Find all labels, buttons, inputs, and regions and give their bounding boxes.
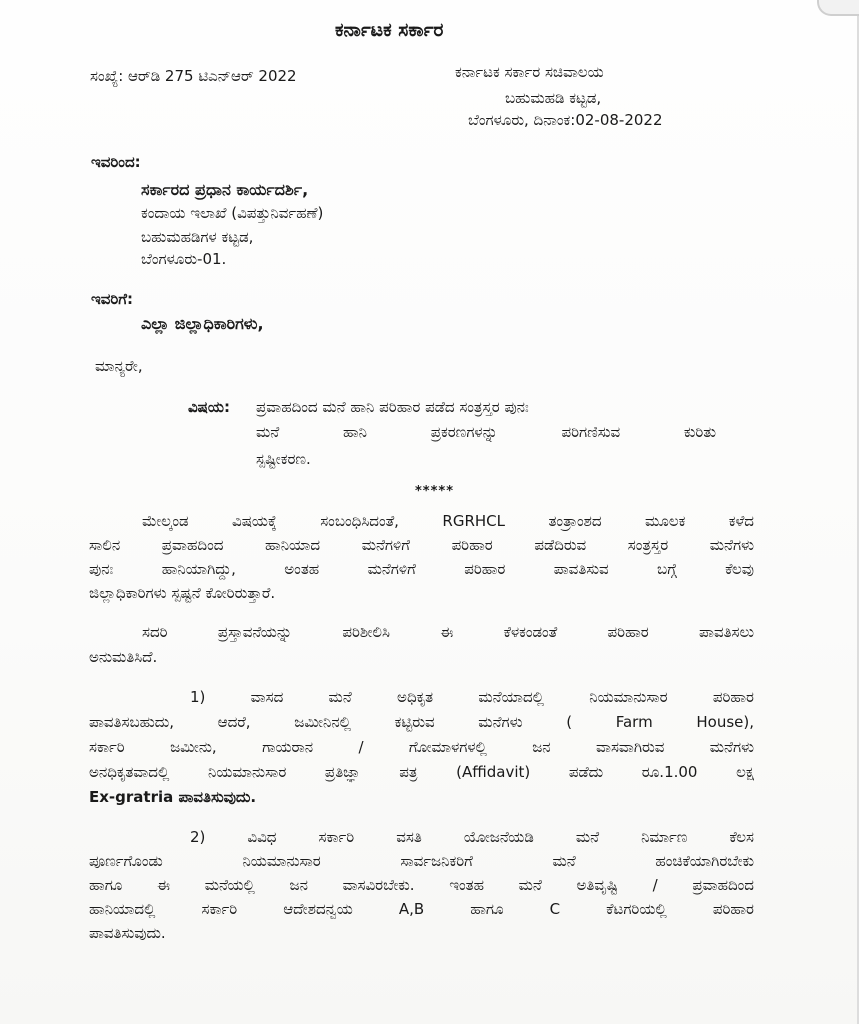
subject-label: ವಿಷಯ: <box>188 398 230 416</box>
paragraph-2-line: ಸದರಿ ಪ್ರಸ್ತಾವನೆಯನ್ನು ಪರಿಶೀಲಿಸಿ ಈ ಕೆಳಕಂಡಂತೆ ಪರಿಹಾರ ಪಾವತಿಸಲು <box>142 623 754 641</box>
paragraph-1-line: ಪುನಃ ಹಾನಿಯಾಗಿದ್ದು, ಅಂತಹ ಮನೆಗಳಿಗೆ ಪರಿಹಾರ ಪಾವತಿಸುವ ಬಗ್ಗೆ ಕೆಲವು <box>89 560 754 578</box>
clause-2-line: ಹಾಗೂ ಈ ಮನೆಯಲ್ಲಿ ಜನ ವಾಸವಿರಬೇಕು. ಇಂತಹ ಮನೆ ಅತಿವೃಷ್ಟಿ / ಪ್ರವಾಹದಿಂದ <box>89 876 754 894</box>
from-label: ಇವರಿಂದ: <box>91 153 141 171</box>
paragraph-1-line: ಜಿಲ್ಲಾಧಿಕಾರಿಗಳು ಸ್ಪಷ್ಟನೆ ಕೋರಿರುತ್ತಾರೆ. <box>89 584 276 602</box>
separator: ***** <box>415 484 454 499</box>
clause-1-line: ಅನಧಿಕೃತವಾದಲ್ಲಿ ನಿಯಮಾನುಸಾರ ಪ್ರತಿಜ್ಞಾ ಪತ್ರ (Affidavit) ಪಡೆದು ರೂ.1.00 ಲಕ್ಷ <box>89 763 754 781</box>
sender-designation: ಸರ್ಕಾರದ ಪ್ರಧಾನ ಕಾರ್ಯದರ್ಶಿ, <box>141 180 309 199</box>
page-corner-fold <box>817 0 859 16</box>
recipient: ಎಲ್ಲಾ ಜಿಲ್ಲಾಧಿಕಾರಿಗಳು, <box>141 314 264 333</box>
paragraph-2-line: ಅನುಮತಿಸಿದೆ. <box>89 648 158 666</box>
sender-department: ಕಂದಾಯ ಇಲಾಖೆ (ವಿಪತ್ತುನಿರ್ವಹಣೆ) <box>141 204 324 222</box>
clause-1-line: Ex-gratria ಪಾವತಿಸುವುದು. <box>89 788 257 806</box>
letterhead-title: ಕರ್ನಾಟಕ ಸರ್ಕಾರ <box>335 19 444 41</box>
clause-2-line: 2) ವಿವಿಧ ಸರ್ಕಾರಿ ವಸತಿ ಯೋಜನೆಯಡಿ ಮನೆ ನಿರ್ಮಾಣ ಕೆಲಸ <box>190 828 754 846</box>
office-address-line-2: ಬಹುಮಹಡಿ ಕಟ್ಟಡ, <box>505 89 602 107</box>
salutation: ಮಾನ್ಯರೇ, <box>95 357 143 375</box>
sender-building: ಬಹುಮಹಡಿಗಳ ಕಟ್ಟಡ, <box>141 228 254 246</box>
sender-city: ಬೆಂಗಳೂರು-01. <box>141 250 227 268</box>
subject-line-1: ಪ್ರವಾಹದಿಂದ ಮನೆ ಹಾನಿ ಪರಿಹಾರ ಪಡೆದ ಸಂತ್ರಸ್ತರ ಪುನಃ <box>256 398 529 416</box>
clause-2-line: ಪಾವತಿಸುವುದು. <box>89 924 166 942</box>
clause-1-line: ಪಾವತಿಸಬಹುದು, ಆದರೆ, ಜಮೀನಿನಲ್ಲಿ ಕಟ್ಟಿರುವ ಮನೆಗಳು ( Farm House), <box>89 713 754 731</box>
paragraph-1-line: ಮೇಲ್ಕಂಡ ವಿಷಯಕ್ಕೆ ಸಂಬಂಧಿಸಿದಂತೆ, RGRHCL ತಂತ್ರಾಂಶದ ಮೂಲಕ ಕಳೆದ <box>142 512 754 530</box>
subject-line-2: ಮನೆ ಹಾನಿ ಪ್ರಕರಣಗಳನ್ನು ಪರಿಗಣಿಸುವ ಕುರಿತು <box>256 423 716 441</box>
subject-line-3: ಸ್ಪಷ್ಟೀಕರಣ. <box>256 450 311 468</box>
reference-number: ಸಂಖ್ಯೆ: ಆರ್‌ಡಿ 275 ಟಿಎನ್‌ಆರ್ 2022 <box>90 67 297 85</box>
office-place-date: ಬೆಂಗಳೂರು, ದಿನಾಂಕ:02-08-2022 <box>468 111 663 129</box>
clause-2-line: ಪೂರ್ಣಗೊಂಡು ನಿಯಮಾನುಸಾರ ಸಾರ್ವಜನಿಕರಿಗೆ ಮನೆ ಹಂಚಿಕೆಯಾಗಿರಬೇಕು <box>89 852 754 870</box>
paragraph-1-line: ಸಾಲಿನ ಪ್ರವಾಹದಿಂದ ಹಾನಿಯಾದ ಮನೆಗಳಿಗೆ ಪರಿಹಾರ ಪಡೆದಿರುವ ಸಂತ್ರಸ್ತರ ಮನೆಗಳು <box>89 536 754 554</box>
to-label: ಇವರಿಗೆ: <box>91 290 134 308</box>
clause-1-line: ಸರ್ಕಾರಿ ಜಮೀನು, ಗಾಯರಾನ / ಗೋಮಾಳಗಳಲ್ಲಿ ಜನ ವಾಸವಾಗಿರುವ ಮನೆಗಳು <box>89 738 754 756</box>
clause-1-line: 1) ವಾಸದ ಮನೆ ಅಧಿಕೃತ ಮನೆಯಾದಲ್ಲಿ ನಿಯಮಾನುಸಾರ ಪರಿಹಾರ <box>190 688 754 706</box>
office-address-line-1: ಕರ್ನಾಟಕ ಸರ್ಕಾರ ಸಚಿವಾಲಯ <box>455 63 604 81</box>
clause-2-line: ಹಾನಿಯಾದಲ್ಲಿ ಸರ್ಕಾರಿ ಆದೇಶದನ್ವಯ A,B ಹಾಗೂ C ಕೆಟಗರಿಯಲ್ಲಿ ಪರಿಹಾರ <box>89 900 754 918</box>
